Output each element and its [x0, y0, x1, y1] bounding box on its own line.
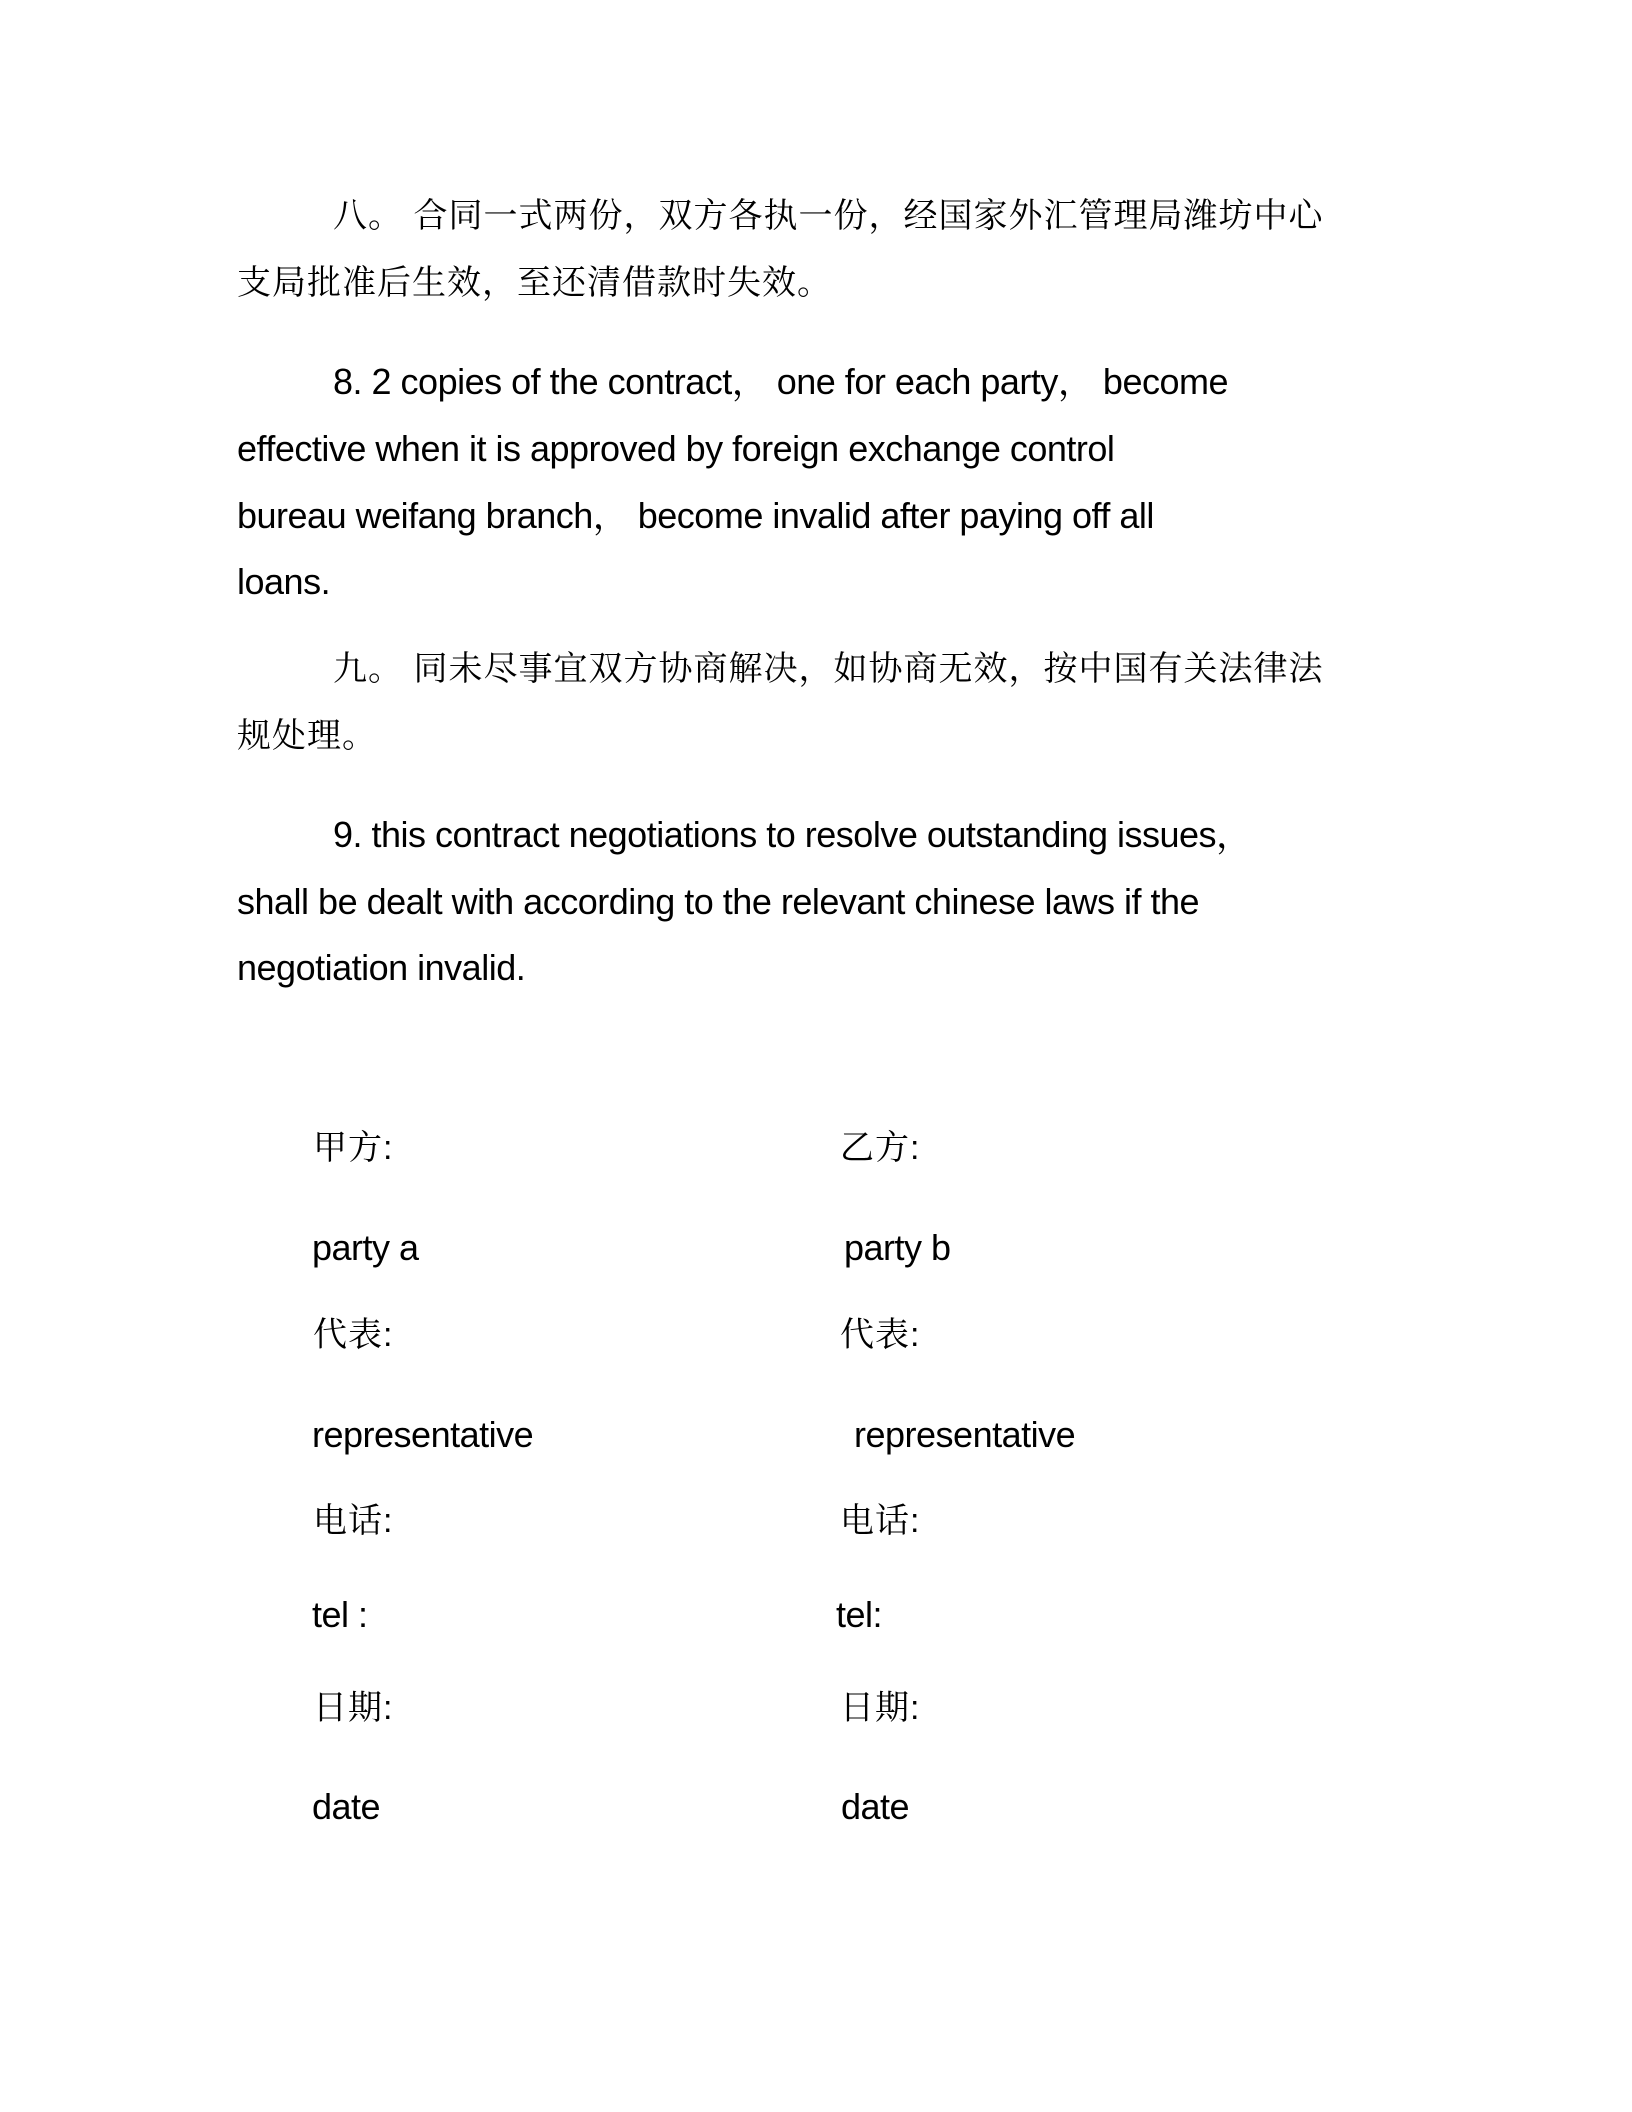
- party-b-tel-en: tel:: [836, 1594, 883, 1635]
- clause-8-en-line-1: 8. 2 copies of the contract， one for each party， become: [333, 361, 1228, 402]
- party-a-date-en: date: [312, 1786, 381, 1827]
- party-b-label-en: party b: [844, 1227, 951, 1268]
- party-b-label-cn: 乙方:: [840, 1129, 921, 1167]
- clause-9-cn-line-2: 规处理。: [237, 717, 377, 755]
- party-a-rep-cn: 代表:: [313, 1316, 394, 1354]
- clause-8-en-line-3: bureau weifang branch， become invalid after paying off all: [237, 495, 1154, 536]
- party-b-date-en: date: [841, 1786, 910, 1827]
- clause-9-en-line-1: 9. this contract negotiations to resolve outstanding issues，: [333, 814, 1252, 855]
- clause-9-cn-line-1: 九。 同未尽事宜双方协商解决，如协商无效，按中国有关法律法: [333, 650, 1324, 688]
- party-a-tel-cn: 电话:: [313, 1502, 394, 1540]
- party-a-label-en: party a: [312, 1227, 419, 1268]
- party-a-label-cn: 甲方:: [313, 1129, 394, 1167]
- party-a-tel-en: tel :: [312, 1594, 368, 1635]
- party-b-rep-en: representative: [854, 1414, 1076, 1455]
- clause-8-en-line-4: loans.: [237, 561, 331, 602]
- clause-9-en-line-3: negotiation invalid.: [237, 947, 526, 988]
- clause-8-cn-line-2: 支局批准后生效，至还清借款时失效。: [237, 264, 832, 302]
- clause-9-en-line-2: shall be dealt with according to the relevant chinese laws if the: [237, 881, 1200, 922]
- party-b-tel-cn: 电话:: [840, 1502, 921, 1540]
- clause-8-en-line-2: effective when it is approved by foreign exchange control: [237, 428, 1115, 469]
- party-a-date-cn: 日期:: [313, 1689, 394, 1727]
- party-b-rep-cn: 代表:: [840, 1316, 921, 1354]
- party-b-date-cn: 日期:: [840, 1689, 921, 1727]
- clause-8-cn-line-1: 八。 合同一式两份，双方各执一份，经国家外汇管理局潍坊中心: [333, 197, 1324, 235]
- party-a-rep-en: representative: [312, 1414, 534, 1455]
